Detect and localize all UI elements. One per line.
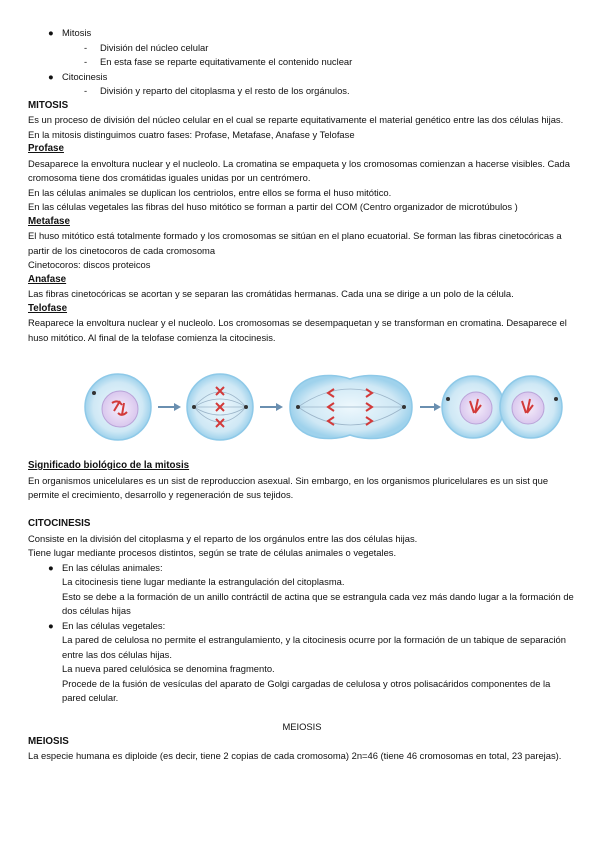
dash-item: - División y reparto del citoplasma y el resto de los orgánulos.	[28, 84, 576, 99]
section-title-meiosis: MEIOSIS	[282, 721, 322, 732]
arrow-icon	[260, 403, 283, 411]
dash-item: - División del núcleo celular	[28, 41, 576, 56]
paragraph: Reaparece la envoltura nuclear y el nucleolo. Los cromosomas se desempaquetan y se transforman en cromatina. Desaparece el huso mitótico. Al final de la telofase comienza la citocinesis.	[28, 317, 567, 343]
bullet-icon: ●	[48, 561, 54, 573]
paragraph: Cinetocoros: discos proteicos	[28, 259, 151, 270]
bullet-citocinesis	[28, 70, 576, 85]
paragraph: En las células vegetales las fibras del huso mitótico se forman a partir del COM (Centro organizador de microtúbulos )	[28, 201, 518, 212]
heading-citocinesis: CITOCINESIS	[28, 518, 91, 529]
heading-profase: Profase	[28, 143, 64, 154]
cell-anafase	[290, 375, 412, 438]
dash-icon: -	[84, 56, 88, 67]
paragraph: La especie humana es diploide (es decir, tiene 2 copias de cada cromosoma) 2n=46 (tiene 46 cromosomas en total, 23 parejas).	[28, 750, 562, 761]
heading-metafase: Metafase	[28, 215, 70, 227]
paragraph: Esto se debe a la formación de un anillo contráctil de actina que se estrangula cada vez más dando lugar a la formación de dos células hijas	[62, 590, 574, 616]
heading-significado: Significado biológico de la mitosis	[28, 460, 190, 471]
paragraph: Tiene lugar mediante procesos distintos, según se trate de células animales o vegetales.	[28, 547, 397, 558]
heading-telofase: Telofase	[28, 302, 68, 314]
bullet-title: Mitosis	[62, 27, 92, 38]
bullet-mitosis	[28, 26, 576, 41]
cell-telofase	[442, 376, 562, 438]
bullet-icon: ●	[48, 619, 54, 631]
arrow-icon	[420, 403, 441, 411]
paragraph: Consiste en la división del citoplasma y el reparto de los orgánulos entre las dos células hijas.	[28, 532, 418, 544]
dash-item: - En esta fase se reparte equitativamente el contenido nuclear	[28, 55, 576, 70]
heading-meiosis: MEIOSIS	[28, 735, 69, 747]
cell-metafase	[187, 374, 253, 440]
bullet-icon: ●	[48, 70, 54, 82]
paragraph: La citocinesis tiene lugar mediante la estrangulación del citoplasma.	[62, 576, 345, 587]
cell-profase	[85, 374, 151, 440]
bullet-vegetal: ● En las células vegetales:	[28, 619, 576, 634]
mitosis-phases-illustration	[28, 357, 576, 453]
bullet-icon: ●	[48, 27, 54, 38]
paragraph: El huso mitótico está totalmente formado y los cromosomas se sitúan en el plano ecuatorial. Se forman las fibras cinetocóricas a partir de los cinetocoros de cada cromosoma	[28, 230, 562, 256]
paragraph: La pared de celulosa no permite el estrangulamiento, y la citocinesis ocurre por la formación de un tabique de separación entre las dos células hijas.	[62, 634, 566, 660]
heading-mitosis: MITOSIS	[28, 99, 69, 111]
heading-anafase: Anafase	[28, 273, 67, 285]
paragraph: Desaparece la envoltura nuclear y el nucleolo. La cromatina se empaqueta y los cromosomas comienzan a hacerse visibles. Cada cromosoma tiene dos cromátidas iguales unidas por un centrómero.	[28, 157, 570, 183]
paragraph: En las células animales se duplican los centriolos, entre ellos se forma el huso mitótico.	[28, 186, 392, 198]
paragraph: Procede de la fusión de vesículas del aparato de Golgi cargadas de celulosa y otros polisacáridos componentes de la pared celular.	[62, 677, 551, 703]
bullet-animal: ● En las células animales:	[28, 561, 576, 576]
paragraph: En organismos unicelulares es un sist de reproduccion asexual. Sin embargo, en los organismos pluricelulares es un sist que permite el crecimiento, desarrollo y regeneración de sus tejidos.	[28, 474, 549, 500]
document-page	[28, 26, 576, 764]
mitosis-diagram	[28, 357, 576, 453]
dash-icon: -	[84, 41, 88, 53]
paragraph: Las fibras cinetocóricas se acortan y se separan las cromátidas hermanas. Cada una se dirige a un polo de la célula.	[28, 288, 514, 299]
arrow-icon	[158, 403, 181, 411]
paragraph: La nueva pared celulósica se denomina fragmento.	[62, 663, 275, 674]
dash-icon: -	[84, 85, 88, 96]
paragraph: Es un proceso de división del núcleo celular en el cual se reparte equitativamente el material genético entre las dos células hijas. En la mitosis distinguimos cuatro fases: Profase, Metafase, Anafase y Telofase	[28, 114, 564, 140]
bullet-title: Citocinesis	[62, 70, 108, 82]
